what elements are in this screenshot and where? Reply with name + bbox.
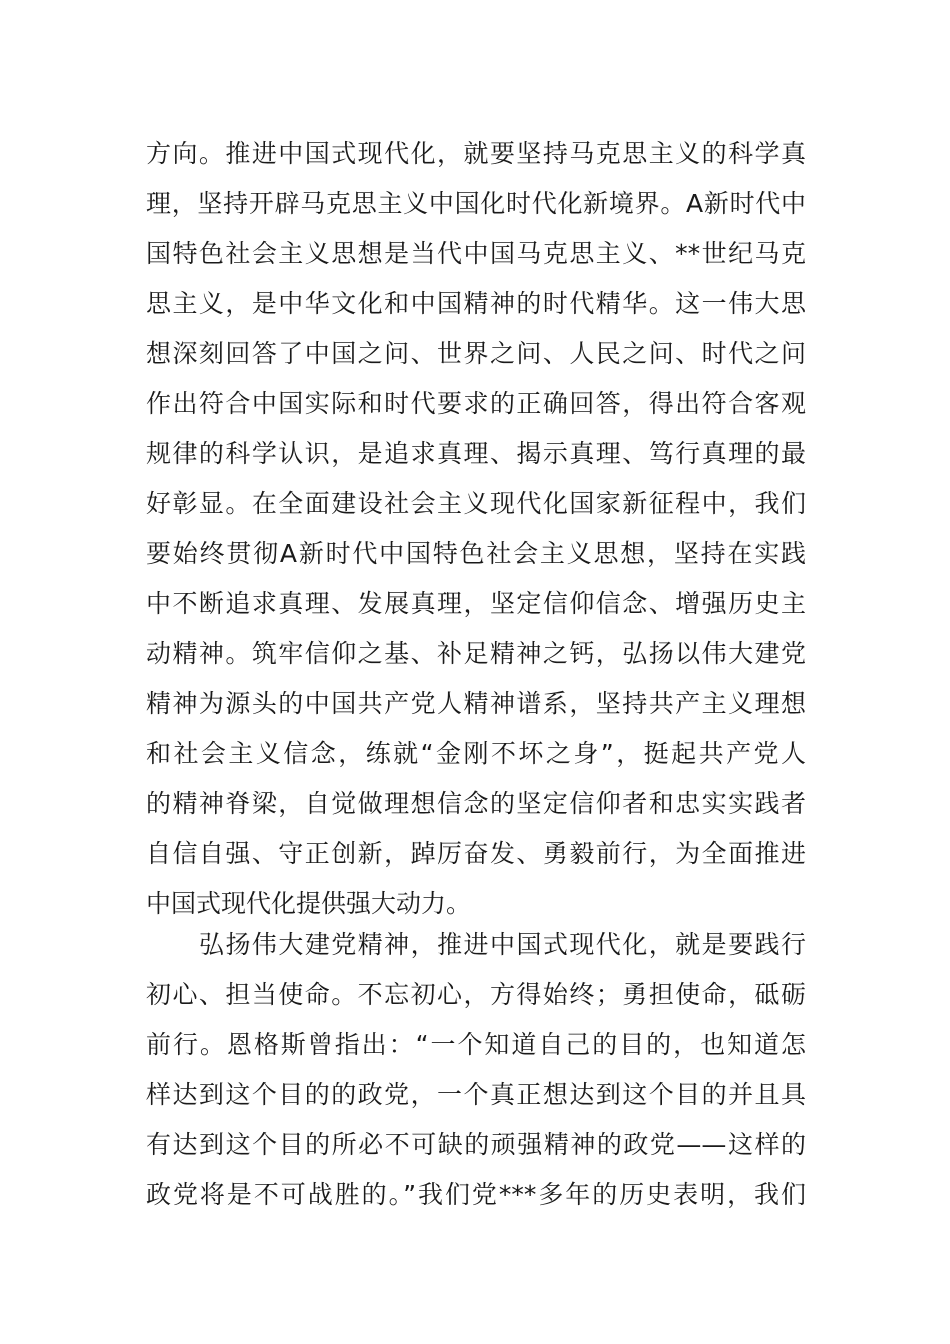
text-line: 精神为源头的中国共产党人精神谱系，坚持共产主义理想 bbox=[146, 689, 806, 718]
text-line: 有达到这个目的所必不可缺的顽强精神的政党——这样的 bbox=[146, 1130, 806, 1159]
text-line: 弘扬伟大建党精神，推进中国式现代化，就是要践行 bbox=[199, 930, 806, 959]
text-line: 前行。恩格斯曾指出：“一个知道自己的目的，也知道怎 bbox=[146, 1030, 806, 1059]
text-line: 规律的科学认识，是追求真理、揭示真理、笃行真理的最 bbox=[146, 439, 806, 468]
text-line: 作出符合中国实际和时代要求的正确回答，得出符合客观 bbox=[146, 389, 806, 418]
text-line: 初心、担当使命。不忘初心，方得始终；勇担使命，砥砺 bbox=[146, 980, 806, 1009]
text-line: 理，坚持开辟马克思主义中国化时代化新境界。A新时代中 bbox=[146, 189, 806, 218]
text-line: 思主义，是中华文化和中国精神的时代精华。这一伟大思 bbox=[146, 289, 806, 318]
text-line: 政党将是不可战胜的。”我们党***多年的历史表明，我们 bbox=[146, 1180, 806, 1209]
text-line: 要始终贯彻A新时代中国特色社会主义思想，坚持在实践 bbox=[146, 539, 806, 568]
paragraph-2 bbox=[146, 920, 806, 1220]
text-line: 和社会主义信念，练就“金刚不坏之身”，挺起共产党人 bbox=[146, 739, 806, 768]
text-line: 的精神脊梁，自觉做理想信念的坚定信仰者和忠实实践者 bbox=[146, 789, 806, 818]
text-line: 动精神。筑牢信仰之基、补足精神之钙，弘扬以伟大建党 bbox=[146, 639, 806, 668]
paragraph-1 bbox=[146, 129, 806, 929]
text-line: 国特色社会主义思想是当代中国马克思主义、**世纪马克 bbox=[146, 239, 806, 268]
text-line: 中国式现代化提供强大动力。 bbox=[146, 889, 472, 918]
text-line: 方向。推进中国式现代化，就要坚持马克思主义的科学真 bbox=[146, 139, 806, 168]
text-line: 自信自强、守正创新，踔厉奋发、勇毅前行，为全面推进 bbox=[146, 839, 806, 868]
text-line: 样达到这个目的的政党，一个真正想达到这个目的并且具 bbox=[146, 1080, 806, 1109]
text-line: 好彰显。在全面建设社会主义现代化国家新征程中，我们 bbox=[146, 489, 806, 518]
text-line: 中不断追求真理、发展真理，坚定信仰信念、增强历史主 bbox=[146, 589, 806, 618]
text-line: 想深刻回答了中国之问、世界之问、人民之问、时代之问 bbox=[146, 339, 806, 368]
